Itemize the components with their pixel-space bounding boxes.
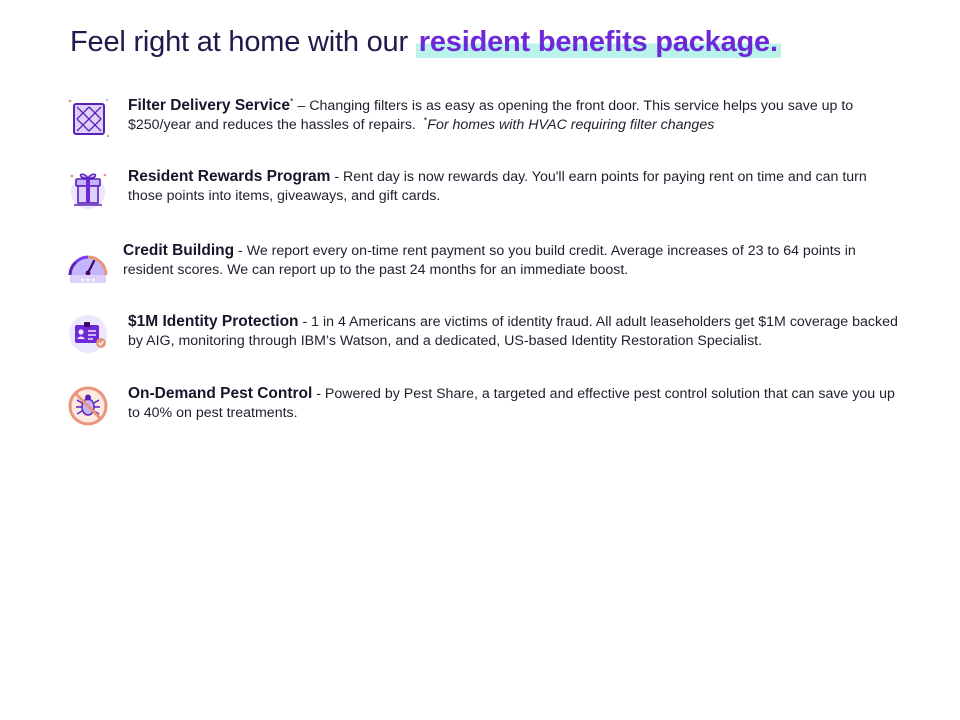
air-filter-icon [66,96,110,140]
headline-highlight: resident benefits package. [416,26,781,58]
benefit-description: Changing filters is as easy as opening the front door. This service helps you save up to $250/year and reduces the hassles of repairs. [128,98,854,133]
benefit-title: Credit Building [123,242,235,259]
benefit-description: Powered by Pest Share, a targeted and effective pest control solution that can save you up to 40% on pest treatments. [128,386,895,421]
no-bugs-icon [66,384,110,428]
headline-lead: Feel right at home with our [70,26,416,58]
benefit-footnote: For homes with HVAC requiring filter changes [427,117,715,133]
benefit-text: Credit Building - We report every on-time rent payment so you build credit. Average increases of 23 to 64 points in resident scores. We can report up to the past 24 months for an immediate boost. [123,242,856,278]
credit-gauge-icon [66,241,110,285]
benefit-title: $1M Identity Protection [128,313,299,330]
benefit-title: On-Demand Pest Control [128,385,313,402]
benefit-text: Resident Rewards Program - Rent day is now rewards day. You'll earn points for paying rent on time and can turn those points into items, giveaways, and gift cards. [128,168,867,204]
benefit-description: Rent day is now rewards day. You'll earn points for paying rent on time and can turn those points into items, giveaways, and gift cards. [128,169,867,204]
benefit-title: Resident Rewards Program [128,168,331,185]
page-headline [70,26,781,59]
svg-text:★★★: ★★★ [79,277,97,284]
gift-icon [66,167,110,211]
benefit-text: On-Demand Pest Control - Powered by Pest Share, a targeted and effective pest control solution that can save you up to 40% on pest treatments. [128,385,895,421]
benefit-description: 1 in 4 Americans are victims of identity fraud. All adult leaseholders get $1M coverage backed by AIG, monitoring through IBM’s Watson, and a dedicated, US-based Identity Restoration Specialist. [128,314,898,349]
id-card-shield-icon [66,312,110,356]
benefit-text: Filter Delivery Service* – Changing filters is as easy as opening the front door. This service helps you save up to $250/year and reduces the hassles of repairs. *For homes with HVAC requiring filter changes [128,96,854,133]
benefit-description: We report every on-time rent payment so you build credit. Average increases of 23 to 64 points in resident scores. We can report up to the past 24 months for an immediate boost. [123,243,856,278]
benefit-title: Filter Delivery Service [128,97,290,114]
benefit-text: $1M Identity Protection - 1 in 4 Americans are victims of identity fraud. All adult leaseholders get $1M coverage backed by AIG, monitoring through IBM’s Watson, and a dedicated, US-based Identity Restoration Specialist. [128,313,898,349]
